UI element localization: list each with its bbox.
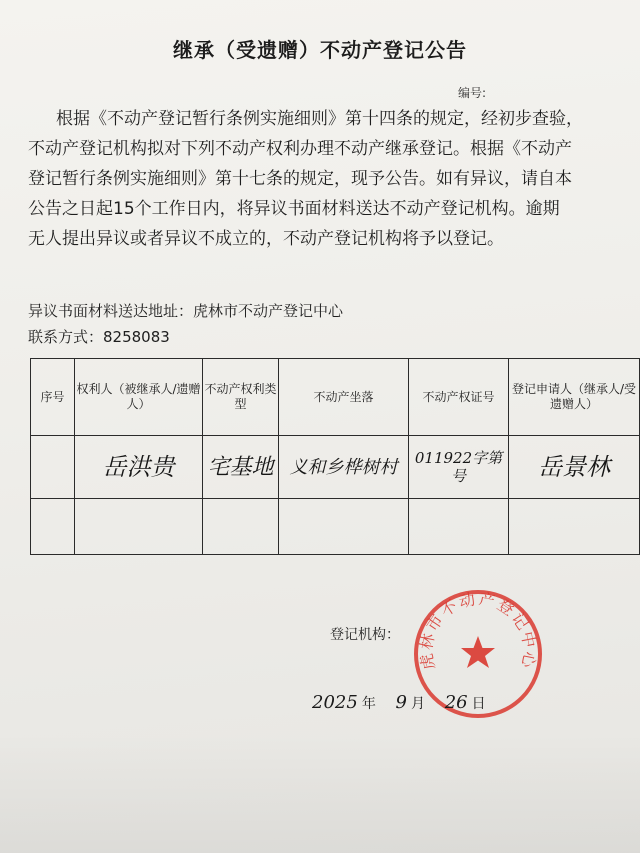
announcement-date <box>312 692 490 713</box>
header-cert-no: 不动产权证号 <box>409 359 509 436</box>
cell-right-type <box>203 499 279 555</box>
body-line: 登记暂行条例实施细则》第十七条的规定，现予公告。如有异议，请自本 <box>28 169 572 189</box>
svg-text:虎林市不动产登记中心: 虎林市不动产登记中心 <box>416 588 540 672</box>
registration-office-label: 登记机构： <box>330 627 400 643</box>
date-day-unit: 日 <box>471 696 486 712</box>
cell-location: 义和乡桦树村 <box>279 436 409 499</box>
table-header-row <box>31 359 640 436</box>
serial-label: 编号: <box>458 86 487 100</box>
cell-right-type: 宅基地 <box>203 436 279 499</box>
header-location: 不动产坐落 <box>279 359 409 436</box>
body-line: 无人提出异议或者异议不成立的，不动产登记机构将予以登记。 <box>28 229 504 249</box>
header-right-type: 不动产权利类型 <box>203 359 279 436</box>
date-year: 2025 <box>312 692 358 713</box>
date-month-unit: 月 <box>411 696 425 712</box>
cell-cert-no: 011922字第号 <box>409 436 509 499</box>
notice-body <box>28 104 640 254</box>
cell-cert-no <box>409 499 509 555</box>
date-year-unit: 年 <box>361 696 376 712</box>
body-line: 不动产登记机构拟对下列不动产权利办理不动产继承登记。根据《不动产 <box>28 139 572 159</box>
cell-applicant: 岳景林 <box>509 436 640 499</box>
body-line: 公告之日起15个工作日内，将异议书面材料送达不动产登记机构。逾期 <box>28 199 560 219</box>
cell-location <box>279 499 409 555</box>
header-holder: 权利人（被继承人/遗赠人） <box>75 359 203 436</box>
cell-holder: 岳洪贵 <box>75 436 203 499</box>
photo-shading <box>0 733 640 853</box>
date-day: 26 <box>444 692 468 713</box>
registration-table <box>30 358 640 555</box>
cell-applicant <box>509 499 640 555</box>
table-row <box>31 436 640 499</box>
cell-holder <box>75 499 203 555</box>
table-row <box>31 499 640 555</box>
objection-address: 异议书面材料送达地址：虎林市不动产登记中心 <box>28 302 344 320</box>
cell-index <box>31 499 75 555</box>
header-index: 序号 <box>31 359 75 436</box>
contact-phone: 联系方式：8258083 <box>28 328 170 346</box>
body-line: 根据《不动产登记暂行条例实施细则》第十四条的规定，经初步查验， <box>56 109 583 129</box>
notice-title: 继承（受遗赠）不动产登记公告 <box>173 38 467 62</box>
header-applicant: 登记申请人（继承人/受遗赠人） <box>509 359 640 436</box>
date-month: 9 <box>395 692 407 713</box>
cell-index <box>31 436 75 499</box>
